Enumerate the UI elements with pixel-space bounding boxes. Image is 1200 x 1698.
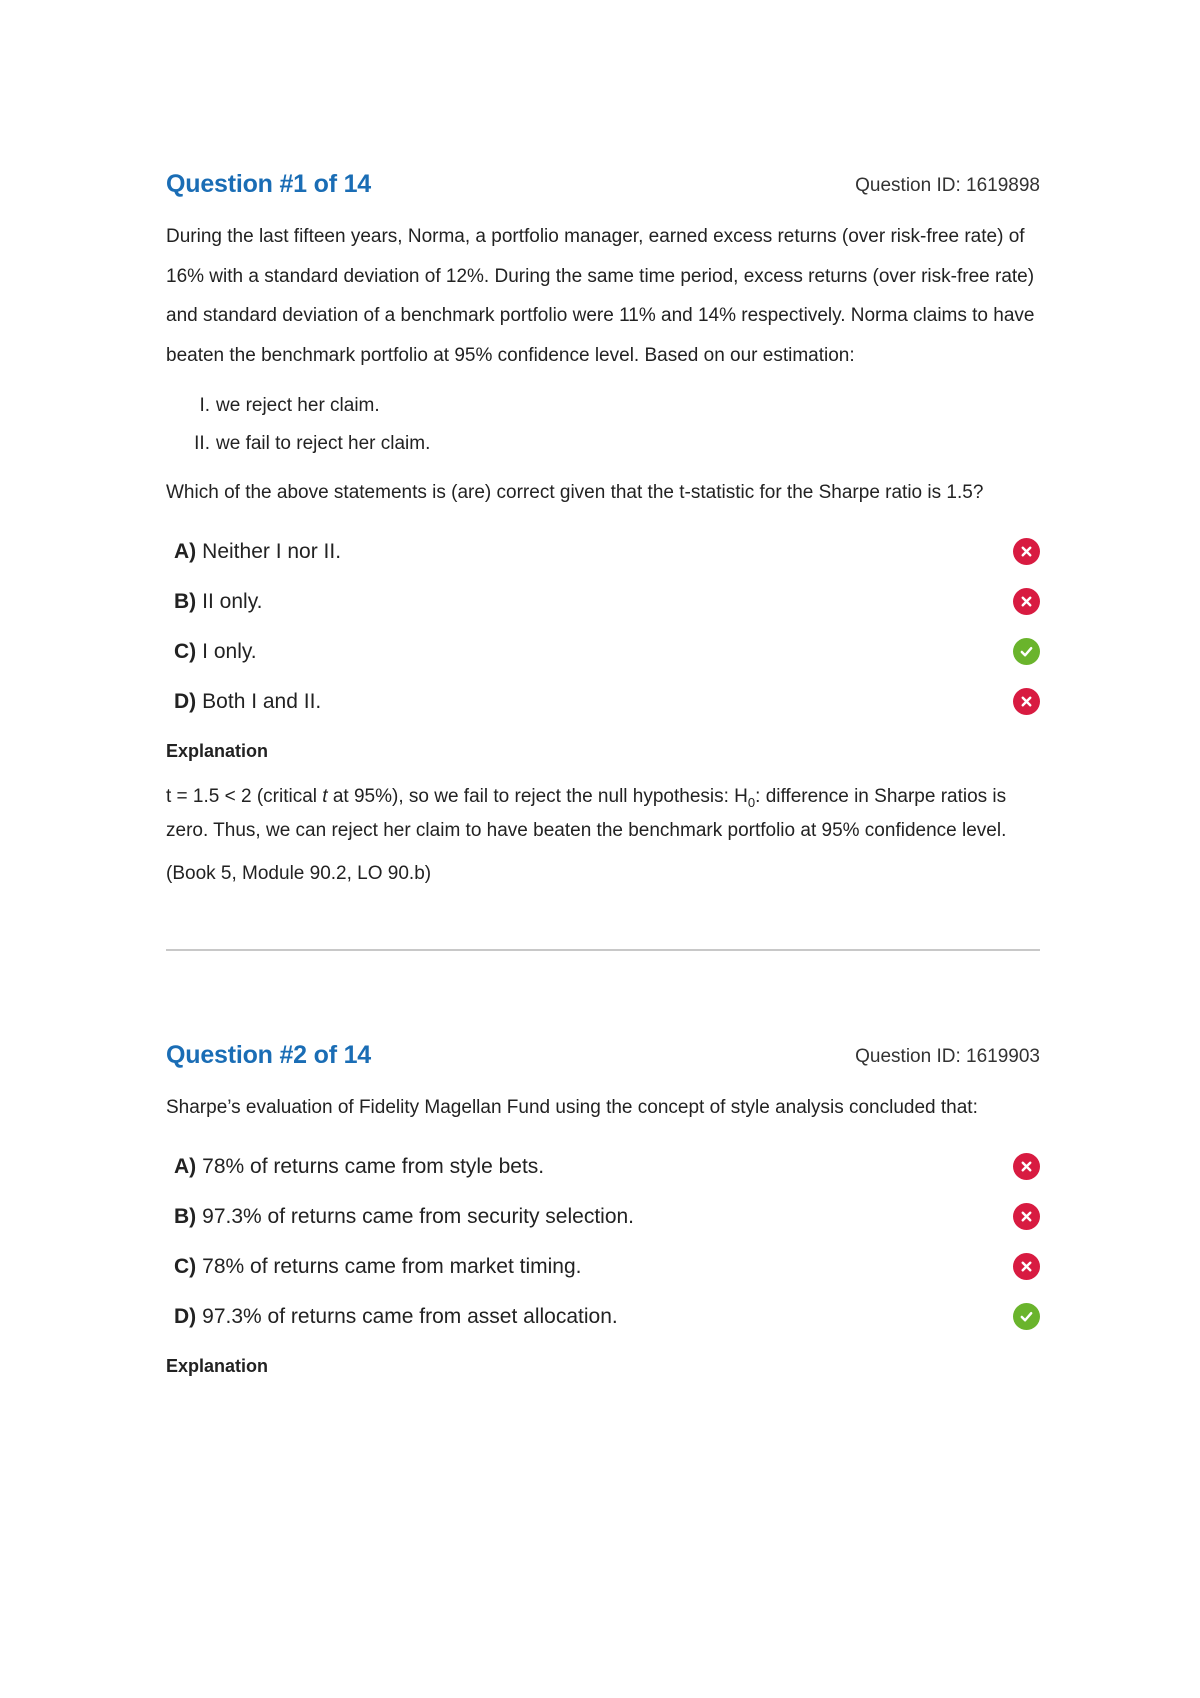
option-text: Both I and II.	[202, 689, 322, 713]
statement-number: I.	[199, 395, 210, 416]
x-circle-icon	[1013, 538, 1040, 565]
explanation-subscript: 0	[747, 794, 756, 810]
answer-option-c[interactable]	[166, 627, 1040, 677]
option-letter: D)	[174, 1304, 197, 1328]
question-stem: Sharpe’s evaluation of Fidelity Magellan Fund using the concept of style analysis concluded that:	[166, 1097, 978, 1119]
explanation-part: : difference in Sharpe ratios is zero. Thus, we can reject her claim to have beaten the benchmark portfolio at 95% confidence level.	[166, 785, 1007, 842]
option-letter: C)	[174, 1254, 197, 1278]
x-circle-icon	[1013, 688, 1040, 715]
option-letter: A)	[174, 539, 197, 563]
x-circle-icon	[1013, 1203, 1040, 1230]
explanation-text	[166, 782, 1040, 846]
question-header	[166, 170, 1040, 199]
explanation-italic: t	[322, 785, 328, 807]
statement-text: we reject her claim.	[216, 395, 380, 416]
explanation-heading: Explanation	[166, 1355, 269, 1376]
option-text: 97.3% of returns came from asset allocation.	[202, 1304, 618, 1328]
question-2	[166, 1041, 1040, 1377]
option-text: Neither I nor II.	[202, 539, 342, 563]
statement-text: we fail to reject her claim.	[216, 433, 431, 454]
option-text: 78% of returns came from style bets.	[202, 1154, 545, 1178]
answer-option-a[interactable]	[166, 527, 1040, 577]
explanation-part: t = 1.5 < 2 (critical	[166, 785, 323, 807]
question-title: Question #2 of 14	[166, 1041, 371, 1070]
option-letter: A)	[174, 1154, 197, 1178]
statement-item	[166, 387, 1040, 425]
check-circle-icon	[1013, 1303, 1040, 1330]
option-text: II only.	[202, 589, 263, 613]
content	[166, 170, 1040, 1377]
answer-options	[166, 527, 1040, 727]
reference-citation: (Book 5, Module 90.2, LO 90.b)	[166, 863, 432, 885]
answer-option-a[interactable]	[166, 1142, 1040, 1192]
answer-option-d[interactable]	[166, 677, 1040, 727]
question-stem: During the last fifteen years, Norma, a portfolio manager, earned excess returns (over risk-free rate) of 16% with a standard deviation of 12%. During the same time period, excess returns (over risk-free rate) and standard deviation of a benchmark portfolio were 11% and 14% respectively. Norma claims to have beaten the benchmark portfolio at 95% confidence level. Based on our estimation:	[166, 226, 1035, 366]
answer-option-d[interactable]	[166, 1292, 1040, 1342]
question-id: Question ID: 1619898	[855, 175, 1040, 196]
answer-options	[166, 1142, 1040, 1342]
explanation-part: at 95%), so we fail to reject the null hypothesis: H	[327, 785, 748, 807]
option-text: I only.	[202, 639, 257, 663]
explanation-heading: Explanation	[166, 740, 269, 761]
question-divider	[166, 949, 1040, 951]
option-label	[174, 1305, 618, 1329]
option-label	[174, 1255, 581, 1279]
statement-item	[166, 425, 1040, 463]
statement-list	[166, 387, 1040, 463]
x-circle-icon	[1013, 1153, 1040, 1180]
option-letter: B)	[174, 589, 197, 613]
question-1	[166, 170, 1040, 885]
option-text: 97.3% of returns came from security selection.	[202, 1204, 635, 1228]
option-label	[174, 690, 321, 714]
answer-option-c[interactable]	[166, 1242, 1040, 1292]
question-header	[166, 1041, 1040, 1070]
question-title: Question #1 of 14	[166, 170, 371, 198]
x-circle-icon	[1013, 588, 1040, 615]
option-label	[174, 1205, 634, 1229]
option-letter: C)	[174, 639, 197, 663]
question-id: Question ID: 1619903	[855, 1046, 1040, 1068]
option-letter: B)	[174, 1204, 197, 1228]
check-circle-icon	[1013, 638, 1040, 665]
option-label	[174, 640, 257, 664]
statement-number: II.	[194, 433, 210, 454]
option-text: 78% of returns came from market timing.	[202, 1254, 582, 1278]
option-label	[174, 1155, 544, 1179]
answer-option-b[interactable]	[166, 1192, 1040, 1242]
option-label	[174, 590, 262, 614]
question-prompt: Which of the above statements is (are) correct given that the t-statistic for the Sharpe ratio is 1.5?	[166, 482, 984, 503]
option-label	[174, 540, 341, 564]
x-circle-icon	[1013, 1253, 1040, 1280]
answer-option-b[interactable]	[166, 577, 1040, 627]
option-letter: D)	[174, 689, 197, 713]
